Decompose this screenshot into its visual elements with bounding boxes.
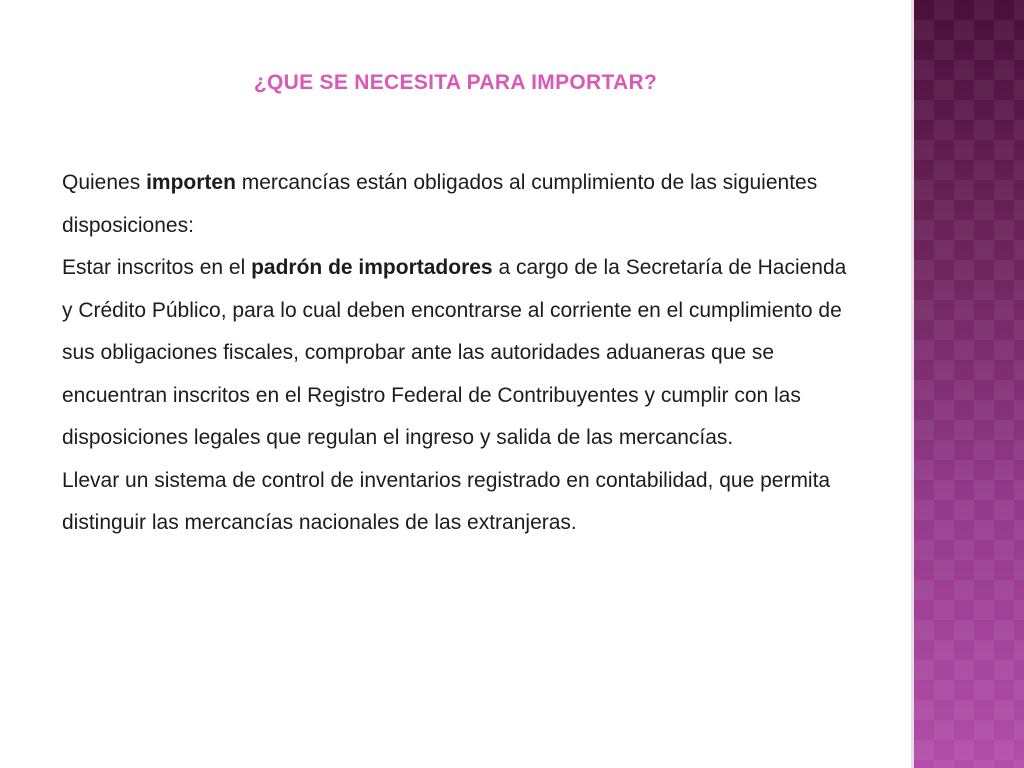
paragraph-inventarios: Llevar un sistema de control de inventarios registrado en contabilidad, que permita distinguir las mercancías nacionales de las extranjeras. (62, 468, 831, 534)
paragraph-intro-post: mercancías están obligados al cumplimiento de las siguientes disposiciones: (62, 171, 818, 237)
diamond-pattern (914, 0, 1024, 768)
slide-body (62, 162, 852, 545)
paragraph-padron-post: a cargo de la Secretaría de Hacienda y Crédito Público, para lo cual deben encontrarse al corriente en el cumplimiento de sus obligaciones fiscales, comprobar ante las autoridades aduaneras que se encuentran inscritos en el Registro Federal de Contribuyentes y cumplir con las disposiciones legales que regulan el ingreso y salida de las mercancías. (62, 256, 847, 449)
paragraph-intro (62, 162, 852, 247)
slide-title: ¿QUE SE NECESITA PARA IMPORTAR? (253, 71, 658, 95)
decorative-side-band (911, 0, 1024, 768)
paragraph-padron-bold: padrón de importadores (251, 256, 493, 279)
paragraph-intro-bold: importen (146, 171, 236, 194)
paragraph-padron-pre: Estar inscritos en el (62, 256, 252, 279)
paragraph-intro-pre: Quienes (62, 171, 147, 194)
paragraph-padron (62, 247, 852, 460)
